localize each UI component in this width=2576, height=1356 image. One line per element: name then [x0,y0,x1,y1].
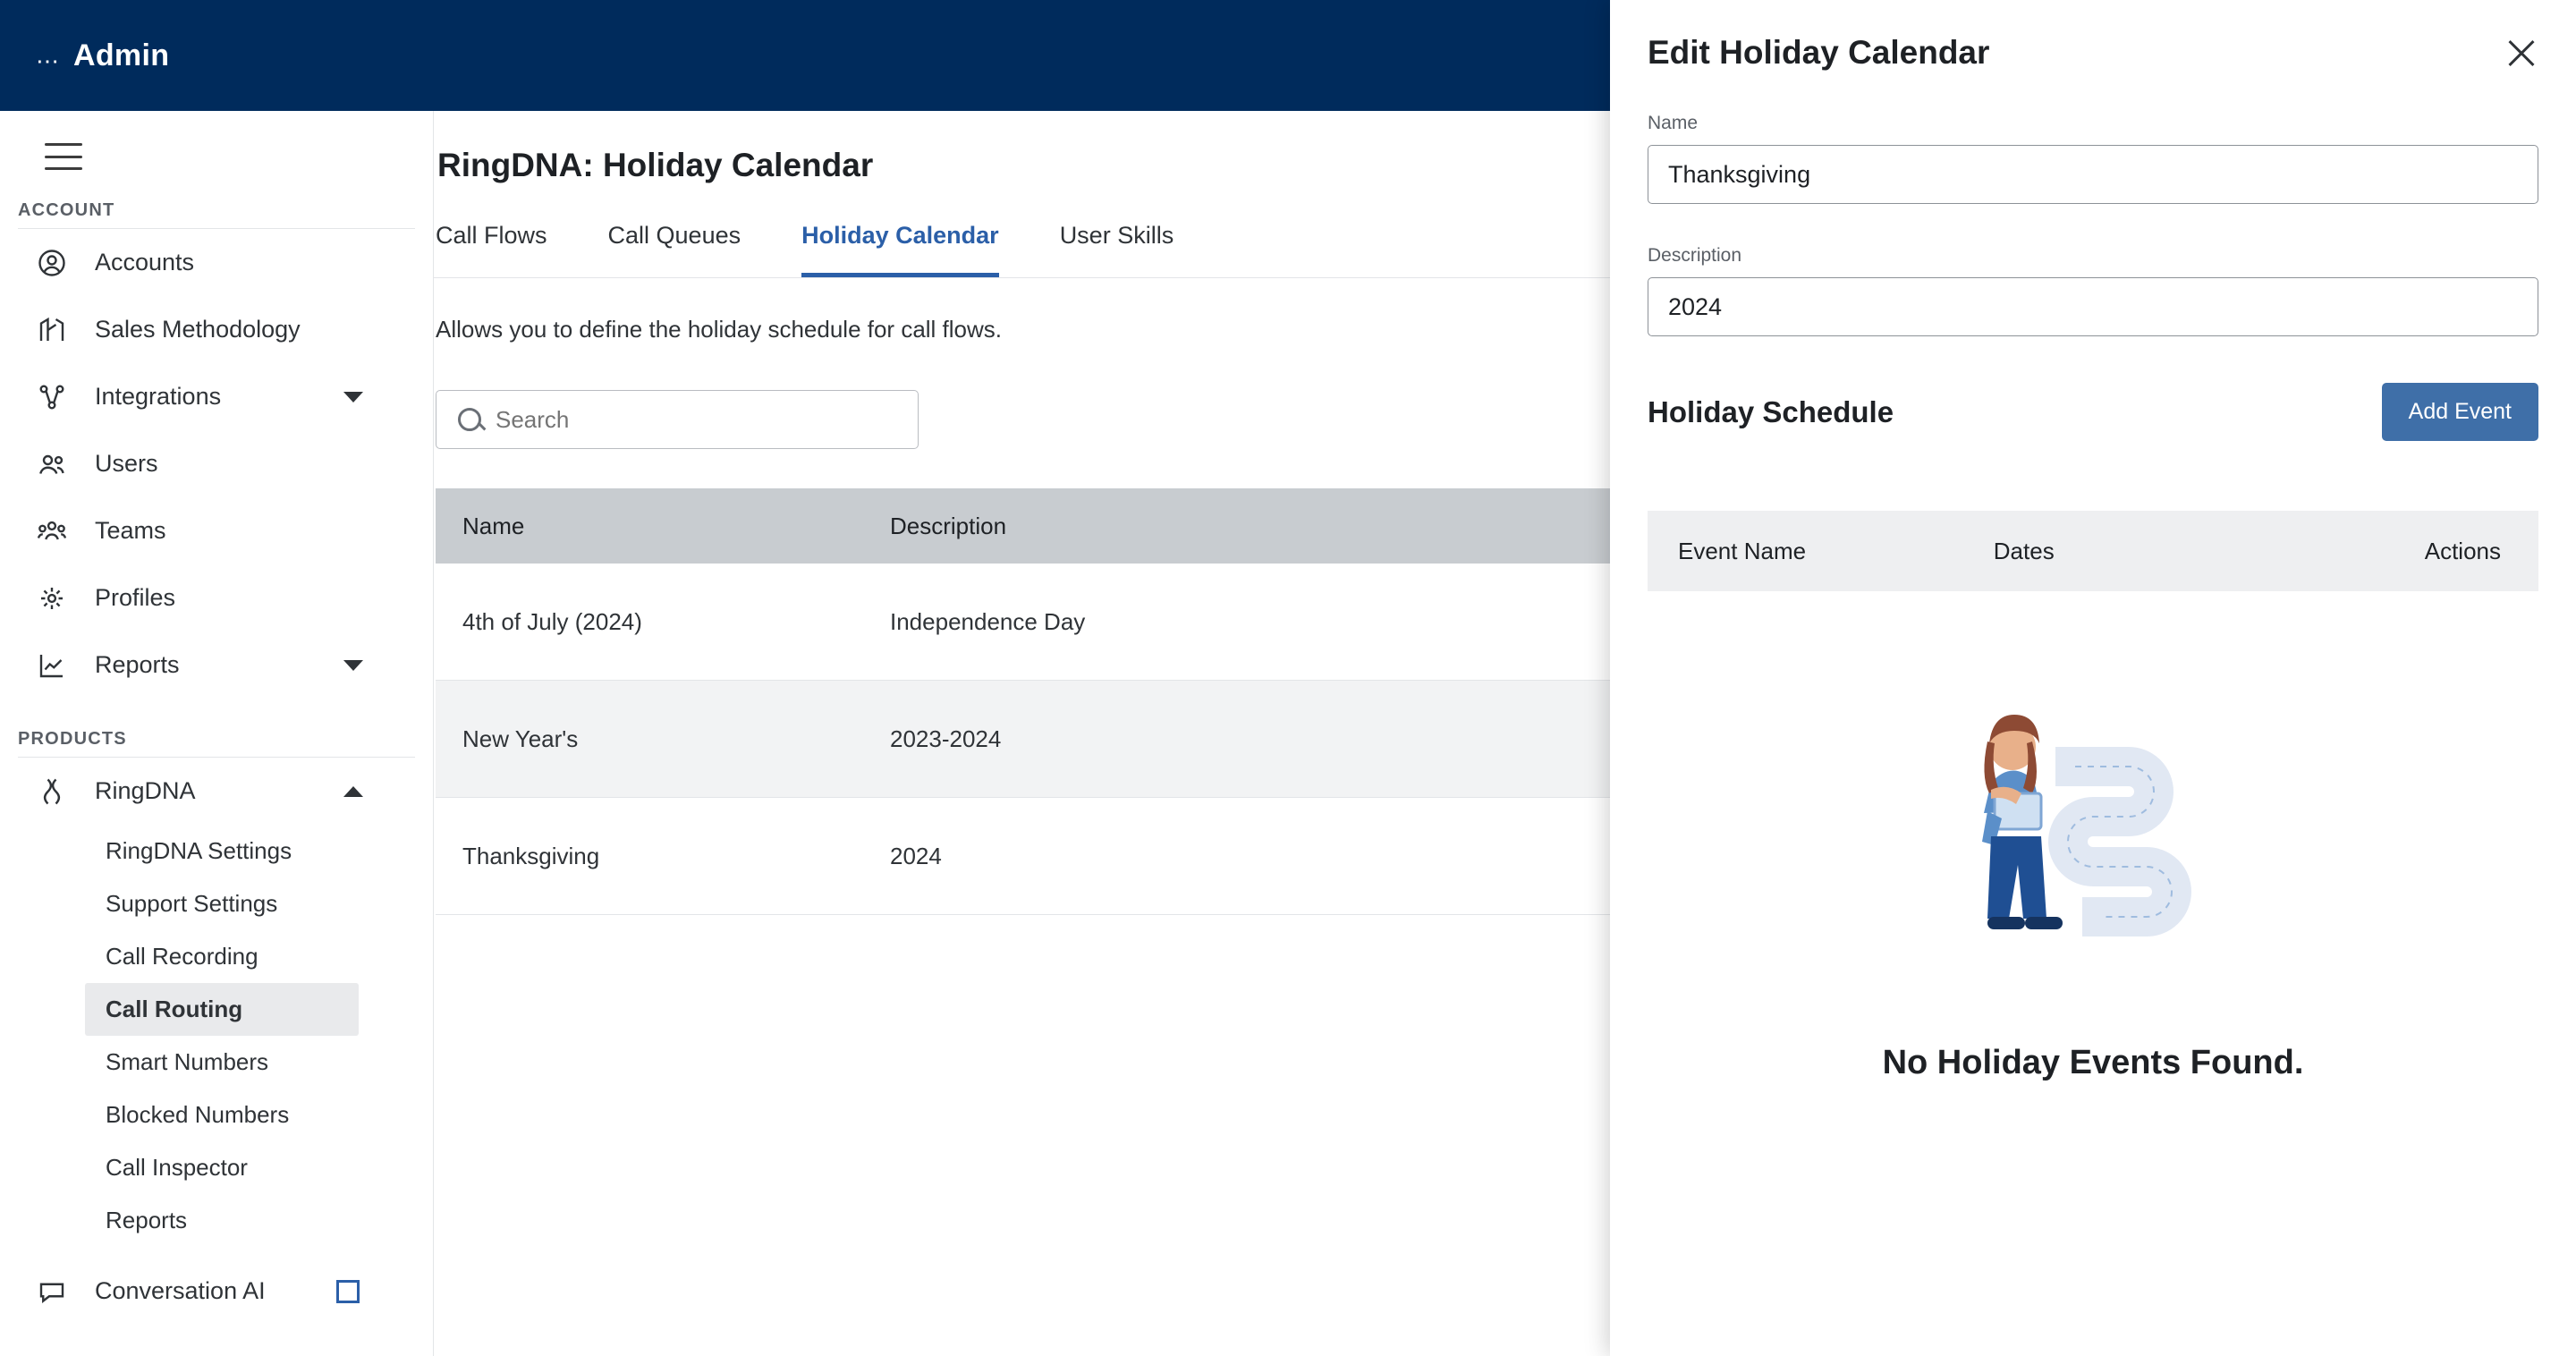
holiday-calendar-table [436,488,1661,915]
cell-name: 4th of July (2024) [462,607,642,635]
close-icon[interactable] [2504,36,2538,70]
sidebar-item-label: Integrations [95,383,222,410]
sidebar-subitem-label: Call Inspector [106,1154,248,1181]
name-field-group [1648,113,2538,204]
events-table-header-row [1648,511,2538,591]
tab-call-flows[interactable]: Call Flows [436,222,547,249]
holiday-schedule-row [1648,383,2538,441]
sidebar-section-products-label: PRODUCTS [18,729,127,749]
sidebar-subitem-label: Support Settings [106,890,278,917]
sidebar-item-label: RingDNA [95,777,196,804]
sidebar-subitem-blocked-numbers[interactable] [0,1089,433,1141]
methodology-icon [34,312,70,348]
sidebar-item-label: Reports [95,651,180,678]
sidebar-subitem-ringdna-settings[interactable] [0,825,433,877]
ringdna-icon [34,774,70,809]
hamburger-icon[interactable] [45,143,82,170]
cell-description: Independence Day [890,607,1086,635]
column-header-description: Description [890,512,1007,539]
sidebar-item-label: Teams [95,517,166,544]
sidebar-item-label: Sales Methodology [95,316,301,343]
tab-holiday-calendar[interactable]: Holiday Calendar [801,222,999,277]
brand-label: Admin [73,38,170,72]
sidebar-item-users[interactable] [0,430,433,497]
sidebar-item-teams[interactable] [0,497,433,564]
account-circle-icon [34,245,70,281]
sidebar-subitem-label: RingDNA Settings [106,837,292,864]
sidebar-subitem-call-inspector[interactable] [0,1141,433,1194]
table-row[interactable] [436,681,1661,798]
sidebar-subitem-label: Reports [106,1207,188,1233]
cell-description: 2023-2024 [890,725,1002,752]
sidebar-item-label: Accounts [95,249,195,275]
sidebar-subitem-label: Smart Numbers [106,1048,269,1075]
sidebar-subitem-reports[interactable] [0,1194,433,1247]
column-header-name: Name [462,512,525,539]
table-row[interactable] [436,564,1661,681]
sidebar-item-integrations[interactable] [0,363,433,430]
ringdna-logo-icon: ⋯ [36,47,61,74]
external-link-icon[interactable] [336,1280,360,1303]
column-header-event-name: Event Name [1678,537,1807,564]
table-row[interactable] [436,798,1661,915]
description-label: Description [1648,245,1742,266]
tab-underline [434,277,1610,278]
integrations-icon [34,379,70,415]
sidebar-subitem-smart-numbers[interactable] [0,1036,433,1089]
search-icon [458,408,481,431]
tab-bar [436,222,1610,277]
description-field-group [1648,245,2538,336]
edit-holiday-calendar-drawer [1610,0,2576,1356]
description-input[interactable] [1648,277,2538,336]
sidebar-item-reports[interactable] [0,631,433,699]
chat-bubble-icon [34,1274,70,1309]
sidebar-item-accounts[interactable] [0,229,433,296]
sidebar-subitem-call-routing[interactable] [85,983,359,1036]
add-event-button[interactable]: Add Event [2382,383,2538,441]
drawer-header [1610,0,2576,72]
sidebar-subitem-label: Call Routing [106,996,243,1022]
column-header-dates: Dates [1993,537,2055,564]
sidebar-item-profiles[interactable] [0,564,433,631]
sidebar-subitem-call-recording[interactable] [0,930,433,983]
table-header-row [436,488,1661,564]
column-header-actions: Actions [2424,537,2501,564]
sidebar-subitem-support-settings[interactable] [0,877,433,930]
search-input[interactable] [496,406,853,434]
tab-user-skills[interactable]: User Skills [1059,222,1174,249]
name-input[interactable] [1648,145,2538,204]
cell-name: Thanksgiving [462,842,600,869]
users-icon [34,446,70,482]
empty-state [1610,677,2576,1082]
cell-name: New Year's [462,725,579,752]
cell-description: 2024 [890,842,942,869]
reports-chart-icon [34,648,70,683]
sidebar-item-conversation-ai[interactable] [0,1258,433,1325]
teams-icon [34,513,70,549]
name-label: Name [1648,113,1699,133]
holiday-schedule-title: Holiday Schedule [1648,394,1894,428]
main-content [434,111,1610,1356]
sidebar-section-account-label: ACCOUNT [18,200,115,220]
drawer-title: Edit Holiday Calendar [1648,34,1990,71]
chevron-up-icon[interactable] [343,786,363,797]
sidebar-item-label: Users [95,450,158,477]
page-title: RingDNA: Holiday Calendar [437,147,874,183]
sidebar-item-label: Conversation AI [95,1277,266,1304]
sidebar-item-ringdna[interactable] [0,758,433,825]
sidebar [0,111,434,1356]
sidebar-subitem-label: Blocked Numbers [106,1101,290,1128]
empty-state-text: No Holiday Events Found. [1882,1044,2304,1081]
sidebar-subitem-label: Call Recording [106,943,258,970]
sidebar-item-sales-methodology[interactable] [0,296,433,363]
sidebar-item-label: Profiles [95,584,176,611]
chevron-down-icon[interactable] [343,392,363,403]
brand[interactable] [36,38,169,73]
person-with-calendar-illustration [1905,677,2281,999]
search-box[interactable] [436,390,919,449]
page-description: Allows you to define the holiday schedule for call flows. [436,316,1003,343]
chevron-down-icon[interactable] [343,660,363,671]
profiles-icon [34,581,70,616]
tab-call-queues[interactable]: Call Queues [607,222,741,249]
